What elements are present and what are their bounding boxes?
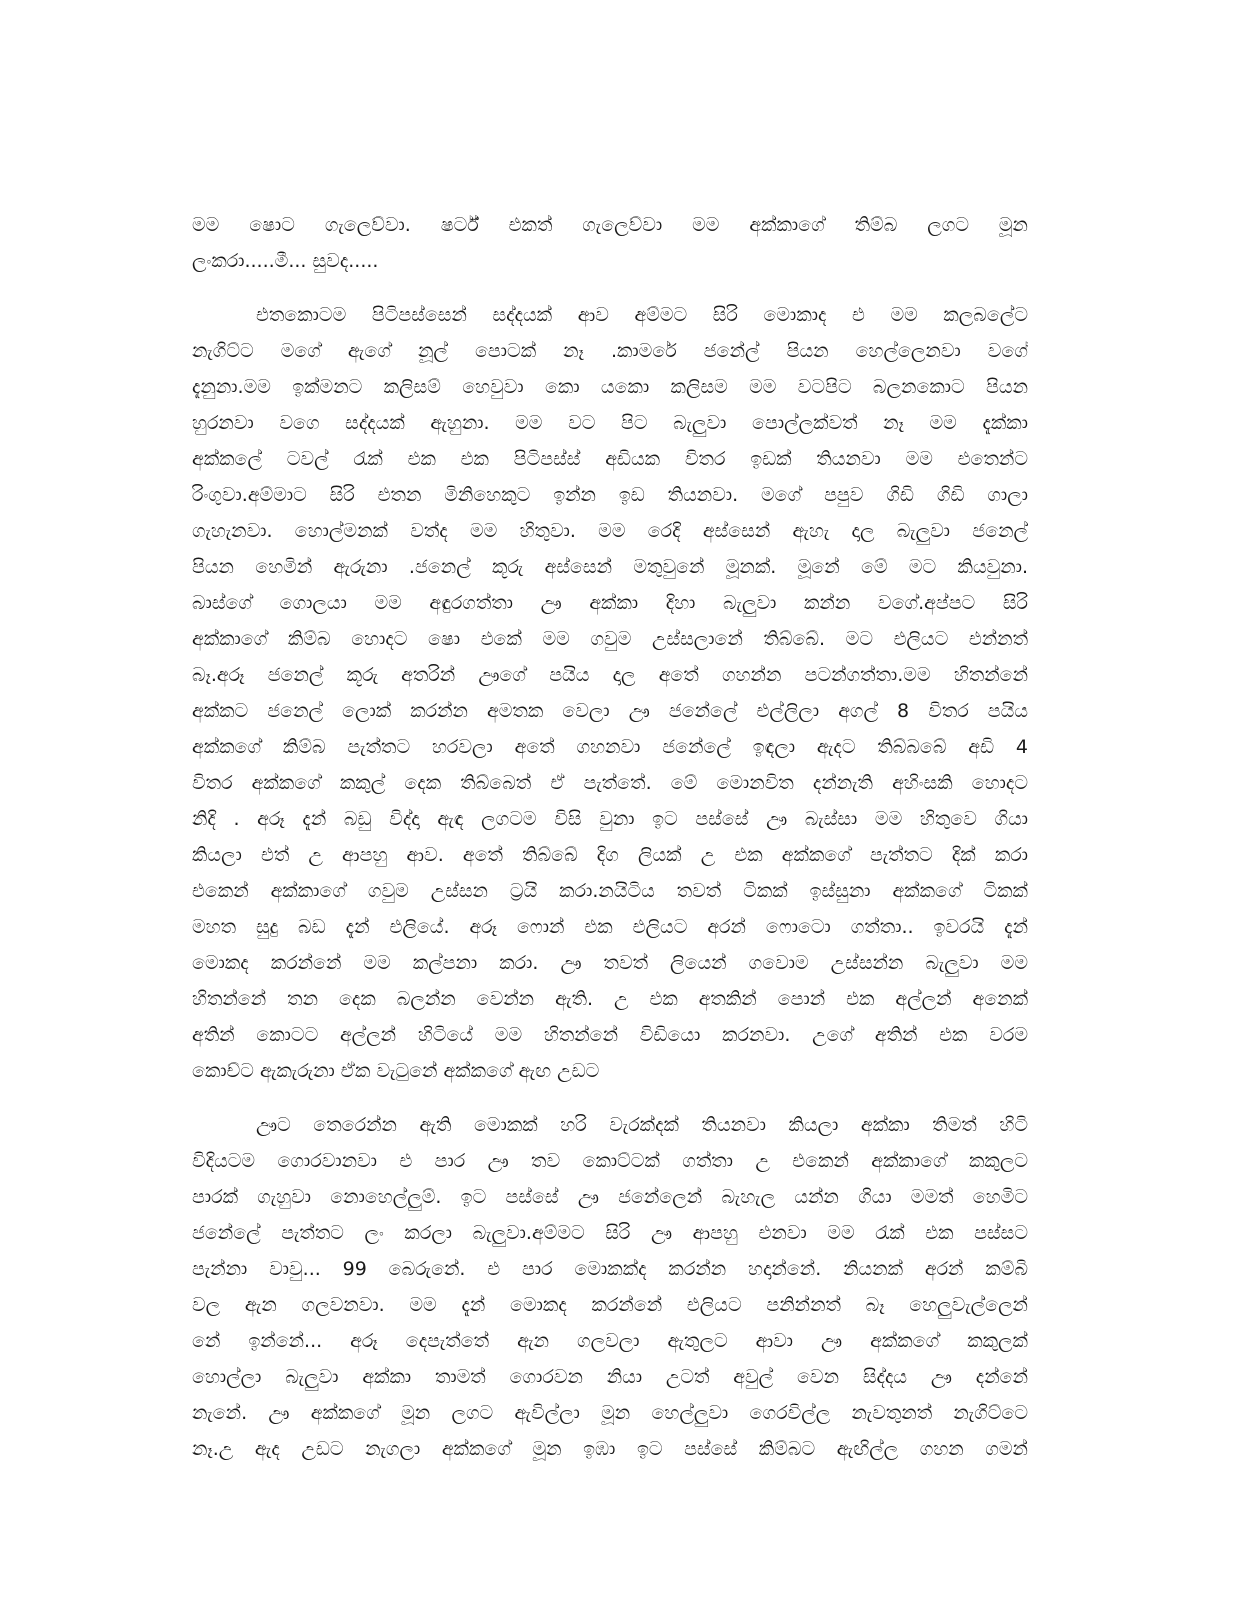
text-line: හුරනවා වගෙ සද්දයක් ඇහුනා. මම වට පිට බැලුවා පොල්ලක්වත් නෑ මම දැක්කා	[192, 412, 1028, 434]
paragraph-3	[192, 1107, 1028, 1467]
text-line: බෑ.අරූ ජනෙල් කූරු අතරින් ඌගේ පයිය දාල අතේ ගහන්න පටන්ගත්තා.මම හිතන්නේ	[192, 664, 1028, 686]
text-line: අතින් කොටට අල්ලන් හිටියේ මම හිතන්නේ විඩියො කරනවා. උගේ අතින් එක වරම	[192, 1024, 1028, 1046]
text-line: කියලා එත් උ ආපහු ආව. අතේ තිබ්බේ දිග ලියක් උ එක අක්කගේ පැත්තට දික් කරා	[192, 844, 1028, 866]
text-line: නිදි . අරූ දැන් බඩු විද්දා ඇඳ ලගටම විසි වුනා ඉට පස්සේ ඌ බැස්සා මම හිතුවෙ ගියා	[192, 808, 1028, 830]
text-line: ලංකරා.....මී... සුවද.....	[192, 250, 379, 272]
text-line: ඌට තෙරෙන්න ඇති මොකක් හරි වැරක්දක් තියනවා කියලා අක්කා තිමත් හිටි	[256, 1114, 1028, 1136]
text-line: මහත සුදු බඩ දැන් එලියේ. අරූ ෆොන් එක එලියට අරන් ෆොටො ගත්තා.. ඉවරයි දැන්	[192, 916, 1028, 938]
body-text	[192, 207, 1028, 1485]
text-line: නැනේ. ඌ අක්කගේ මූන ලගට ඇවිල්ලා මූන හෙල්ලුවා ගෙරවිල්ල නැවතුනත් නැගිට්ටෙ	[192, 1402, 1028, 1424]
text-line: කොච්ට ඇකැරුනා ඒක වැටුනේ අක්කගේ ඇඟ උඩට	[192, 1060, 600, 1082]
text-line: නෑ.උ ඇද උඩට නැගලා අක්කගේ මූන ඉඹා ඉට පස්සේ කිම්බට ඇඟිල්ල ගහන ගමන්	[192, 1438, 1028, 1460]
text-line: හොල්ලා බැලුවා අක්කා තාමත් ගොරවන නියා උටත් අවුල් වෙන සිද්දය ඌ දන්නේ	[192, 1366, 1028, 1388]
text-line: ජනේලේ පැත්තට ලං කරලා බැලුවා.අම්මට සිරි ඌ ආපහු එනවා මම රැක් එක පස්සට	[192, 1222, 1028, 1244]
text-line: රිංගුවා.අම්මාට සිරි එතන මිනිහෙකුට ඉන්න ඉඩ තියනවා. මගේ පපුව ගිඩි ගිඩි ගාලා	[192, 484, 1028, 506]
paragraph-1	[192, 207, 1028, 279]
text-line: පාරක් ගැහුවා නොහෙල්ලුම්. ඉට පස්සේ ඌ ජනේලෙන් බැහැල යන්න ගියා මමත් හෙමිට	[192, 1186, 1028, 1208]
text-line: නැගිට්ට මගේ ඇගේ නූල් පොටක් නෑ .කාමරේ ජනේල් පියන හෙල්ලෙනවා වගේ	[192, 340, 1028, 362]
text-line: ගැහැනවා. හොල්මනක් වත්ද මම හිතුවා. මම රෙදි අස්සෙන් ඇහැ දාල බැලුවා ජනෙල්	[192, 520, 1028, 542]
text-line: විදියටම ගොරවානවා එ පාර ඌ තව කොට්ටක් ගත්තා උ එකෙන් අක්කාගේ කකුලට	[192, 1150, 1028, 1172]
text-line: පැන්නා වාවු... 99 බෙරුනේ. එ පාර මොකක්ද කරන්න හදාන්නේ. නියනක් අරන් කම්බි	[192, 1258, 1028, 1280]
text-line: විතර අක්කගේ කකුල් දෙක තිබ්බෙත් ඒ පැත්තේ. මේ මොනවිත දන්නැති අහිංසකි හොදට	[192, 772, 1028, 794]
text-line: අක්කගේ කිම්බ පැත්තට හරවලා අතේ ගහනවා ජනේලේ ඉඳලා ඇදට තිබ්බබේ අඩි 4	[192, 736, 1028, 758]
text-line: අක්කාගේ කිම්බ හොදට ෂො එකේ මම ගවුම උස්සලානේ තිබ්බේ. මට එලියට එන්නත්	[192, 628, 1028, 650]
text-line: අක්කලේ ටවල් රැක් එක එක පිටිපස්ස් අඩියක විතර ඉඩක් තියනවා මම එතෙන්ට	[192, 448, 1028, 470]
text-line: එකෙන් අක්කාගේ ගවුම උස්සන ට්‍රයි කරා.නයිටිය තවත් ටිකක් ඉස්සුනා අක්කගේ ටිකක්	[192, 880, 1028, 902]
text-line: මොකද කරන්නේ මම කල්පනා කරා. ඌ තවත් ලියෙන් ගවොම උස්සන්න බැලුවා මම	[192, 952, 1028, 974]
text-line: හිතන්නේ තන දෙක බලන්න වෙන්න ඇති. උ එක අතකින් පොන් එක අල්ලන් අනෙක්	[192, 988, 1028, 1010]
paragraph-2	[192, 297, 1028, 1089]
text-line: පියන හෙමින් ඇරුනා .ජනෙල් කූරු අස්සෙන් මතුවුනේ මූනක්. මූනේ මේ මට කියවුනා.	[192, 556, 1028, 578]
text-line: අක්කට ජනෙල් ලොක් කරන්න අමතක වෙලා ඌ ජනේලේ එල්ලිලා අගල් 8 විතර පයිය	[192, 700, 1028, 722]
text-line: මම ෂොට ගැලෙව්වා. ෂර්ට් එකත් ගැලෙව්වා මම අක්කාගේ තිම්බ ලගට මූන	[192, 214, 1028, 236]
text-line: දැනුනා.මම ඉක්මනට කලිසම් හෙවුවා කො යකො කලිසම මම වටපිට බලනකොට පියන	[192, 376, 1028, 398]
text-line: නේ ඉන්නේ... අරූ දෙපැත්තේ ඇන ගලවලා ඇතුලට ආවා ඌ අක්කගේ කකුලක්	[192, 1330, 1028, 1352]
text-line: වල ඇන ගලවනවා. මම දැන් මොකද කරන්නේ එලියට පනින්නත් බෑ හෙලුවැල්ලෙන්	[192, 1294, 1028, 1316]
text-line: බාස්ගේ ගොලයා මම අඳුරගත්තා ඌ අක්කා දිහා බැලුවා කන්න වගේ.අප්පට සිරි	[192, 592, 1028, 614]
text-line: එතකොටම පිටිපස්සෙන් සද්දයක් ආව අම්මට සිරි මොකාද එ මම කලබලේට	[256, 304, 1028, 326]
